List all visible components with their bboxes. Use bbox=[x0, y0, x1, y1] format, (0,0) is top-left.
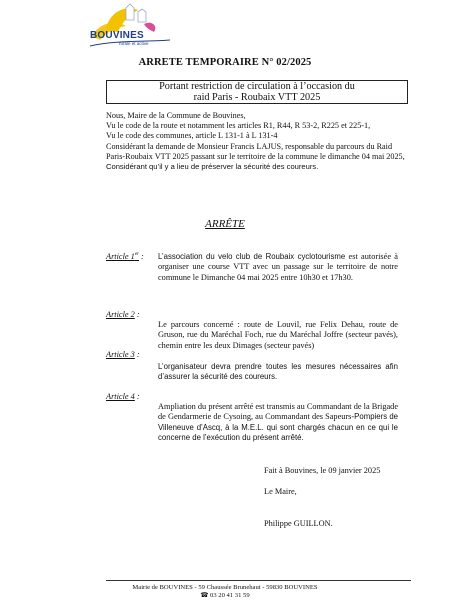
article-2-label: Article 2 : bbox=[106, 310, 140, 319]
commune-logo bbox=[86, 0, 174, 56]
signature-role: Le Maire, bbox=[264, 487, 297, 496]
footer-phone: 03 20 41 31 59 bbox=[210, 592, 250, 599]
article-4-label: Article 4 : bbox=[106, 392, 140, 401]
preamble-line: Vu le code de la route et notamment les articles R1, R44, R 53-2, R225 et 225-1, bbox=[106, 121, 371, 131]
preamble-line: Nous, Maire de la Commune de Bouvines, bbox=[106, 111, 246, 120]
logo-tagline: rurale et active bbox=[119, 41, 149, 46]
subject-line-1: Portant restriction de circulation à l’occasion du bbox=[159, 81, 355, 92]
article-4-text: Ampliation du présent arrêté est transmis au Commandant de la Brigade de Gendarmerie de Cysoing, au Commandant des Sapeurs-Pompiers de Villeneuve d’Ascq, à la M.E.L. qui sont chargés chacun en ce qui le concerne de l’exécution du présent arrêté. bbox=[158, 402, 398, 442]
arrete-heading: ARRÊTE bbox=[205, 218, 245, 230]
preamble bbox=[106, 111, 411, 172]
article-3-label: Article 3 : bbox=[106, 350, 140, 359]
subject-line-2: raid Paris - Roubaix VTT 2025 bbox=[193, 91, 321, 103]
bouvines-logo-graphic bbox=[86, 0, 174, 56]
preamble-line: Vu le code des communes, article L 131-1 à L 131-4 bbox=[106, 131, 278, 141]
preamble-line-security: Considérant qu’il y a lieu de préserver la sécurité des coureurs. bbox=[106, 162, 319, 172]
document-title: ARRETE TEMPORAIRE N° 02/2025 bbox=[138, 57, 312, 68]
footer-divider bbox=[106, 580, 411, 581]
article-1-label: Article 1er : bbox=[106, 252, 144, 261]
signature-place-date: Fait à Bouvines, le 09 janvier 2025 bbox=[264, 466, 381, 475]
article-3-text: L’organisateur devra prendre toutes les mesures nécessaires afin d’assurer la sécurité des coureurs. bbox=[158, 362, 398, 382]
signature-name: Philippe GUILLON. bbox=[264, 519, 333, 528]
article-1-text: L’association du velo club de Roubaix cyclotourisme est autorisée à organiser une course VTT avec un passage sur le territoire de notre commune le Dimanche 04 mai 2025 entre 10h30 et 17h30. bbox=[158, 252, 398, 282]
article-2-text: Le parcours concerné : route de Louvil, rue Felix Dehau, route de Gruson, rue du Maréchal Foch, rue du Maréchal Joffre (secteur pavés), chemin entre les deux Dimages (secteur pavés) bbox=[158, 320, 398, 350]
logo-name: BOUVINES bbox=[90, 30, 144, 41]
footer bbox=[0, 584, 450, 600]
footer-phone-row bbox=[0, 592, 450, 600]
telephone-icon: ☎ bbox=[200, 592, 209, 599]
subject-box bbox=[106, 80, 408, 104]
preamble-line: Considérant la demande de Monsieur Francis LAJUS, responsable du parcours du Raid Paris-Roubaix VTT 2025 passant sur le territoire de la commune le dimanche 04 mai 2025, bbox=[106, 141, 405, 161]
footer-address: Mairie de BOUVINES - 59 Chaussée Brunehaut - 59830 BOUVINES bbox=[132, 584, 318, 591]
